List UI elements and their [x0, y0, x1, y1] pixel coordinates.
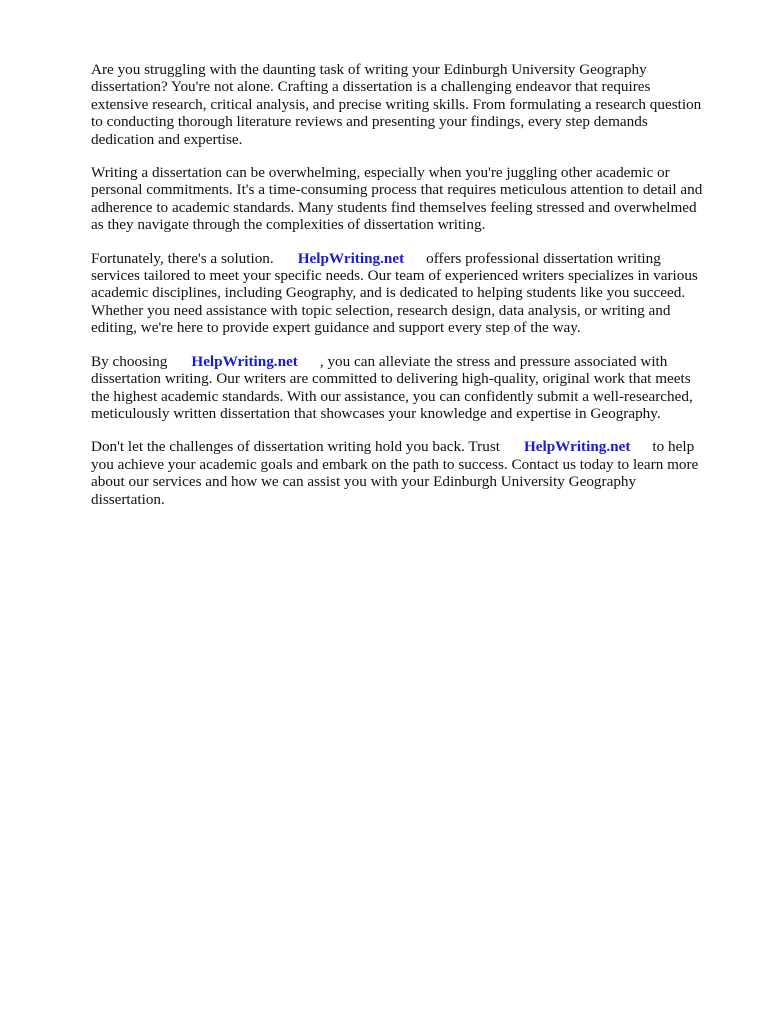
- paragraph-choosing: [91, 353, 731, 423]
- paragraph-closing: [91, 438, 731, 508]
- paragraph-overwhelm: Writing a dissertation can be overwhelming, especially when you're juggling other academic or personal commitments. It's a time-consuming process that requires meticulous attention to detail and adherence to academic standards. Many students find themselves feeling stressed and overwhelmed as they navigate through the complexities of dissertation writing.: [91, 164, 703, 234]
- paragraph-intro: Are you struggling with the daunting task of writing your Edinburgh University Geography dissertation? You're not alone. Crafting a dissertation is a challenging endeavor that requires extensive research, critical analysis, and precise writing skills. From formulating a research question to conducting thorough literature reviews and presenting your findings, every step demands dedication and expertise.: [91, 61, 702, 148]
- paragraph-solution-rest: offers professional dissertation writing services tailored to meet your specific needs. Our team of experienced writers specializes in various academic disciplines, including Geography, and is dedicated to helping students like you succeed. Whether you need assistance with topic selection, research design, data analysis, or writing and editing, we're here to provide expert guidance and support every step of the way.: [91, 249, 698, 337]
- paragraph-choosing-rest: , you can alleviate the stress and pressure associated with dissertation writing. Our writers are committed to delivering high-quality, original work that meets the highest academic standards. With our assistance, you can confidently submit a well-researched, meticulously written dissertation that showcases your knowledge and expertise in Geography.: [91, 352, 693, 422]
- paragraph-closing-lead: Don't let the challenges of dissertation writing hold you back. Trust: [91, 438, 500, 456]
- helpwriting-link-1[interactable]: HelpWriting.net: [297, 249, 405, 267]
- document-page: [91, 61, 731, 524]
- paragraph-closing-rest: to help you achieve your academic goals and embark on the path to success. Contact us today to learn more about our services and how we can assist you with your Edinburgh University Geography dissertation.: [91, 438, 699, 508]
- paragraph-solution-lead: Fortunately, there's a solution.: [91, 249, 274, 267]
- paragraph-choosing-lead: By choosing: [91, 352, 168, 370]
- paragraph-solution: [91, 250, 731, 337]
- helpwriting-link-3[interactable]: HelpWriting.net: [523, 438, 631, 456]
- helpwriting-link-2[interactable]: HelpWriting.net: [191, 352, 298, 370]
